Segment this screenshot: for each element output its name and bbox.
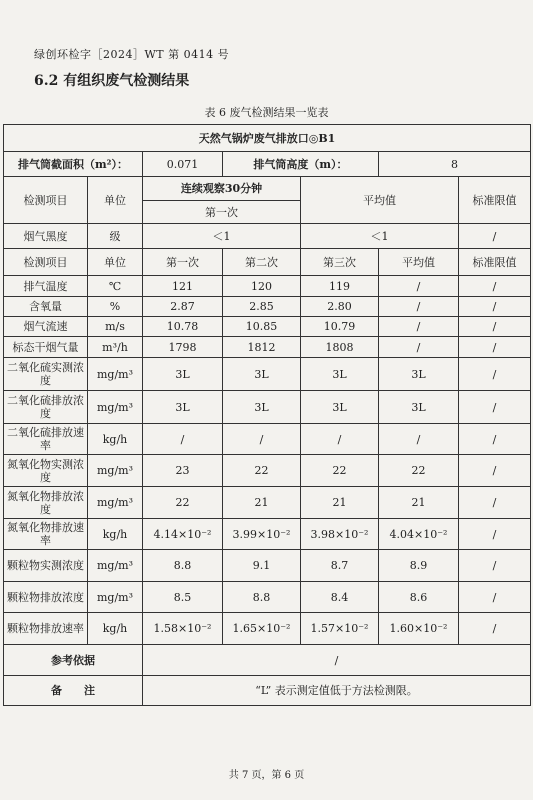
row-third: 119 — [301, 276, 379, 297]
table-row — [4, 455, 531, 487]
row-second: 2.85 — [223, 297, 301, 317]
row-unit: kg/h — [88, 519, 143, 550]
row-second: 22 — [223, 455, 301, 487]
reference-label: 参考依据 — [4, 645, 143, 676]
row-first: 4.14×10⁻² — [143, 519, 223, 550]
row-item: 颗粒物排放浓度 — [4, 582, 88, 613]
header-limit: 标准限值 — [459, 177, 531, 224]
table-row — [4, 358, 531, 391]
row-average: / — [379, 337, 459, 358]
smoke-item: 烟气黑度 — [4, 224, 88, 249]
row-unit: ℃ — [88, 276, 143, 297]
header2-limit: 标准限值 — [459, 249, 531, 276]
reference-value: / — [143, 645, 531, 676]
table-row — [4, 337, 531, 358]
header-first: 第一次 — [143, 201, 301, 224]
reference-row — [4, 645, 531, 676]
page-footer: 共 7 页，第 6 页 — [228, 770, 305, 781]
row-item: 含氧量 — [4, 297, 88, 317]
row-second: 9.1 — [223, 550, 301, 582]
row-item: 烟气流速 — [4, 317, 88, 337]
row-limit: / — [459, 582, 531, 613]
meta-row — [4, 152, 531, 177]
row-limit: / — [459, 424, 531, 455]
row-second: / — [223, 424, 301, 455]
row-average: 3L — [379, 358, 459, 391]
smoke-row — [4, 224, 531, 249]
row-third: 8.7 — [301, 550, 379, 582]
header-unit: 单位 — [88, 177, 143, 224]
table-row — [4, 391, 531, 424]
report-number: 绿创环检字［2024］WT 第 0414 号 — [34, 48, 230, 61]
row-limit: / — [459, 337, 531, 358]
row-limit: / — [459, 613, 531, 645]
row-unit: mg/m³ — [88, 487, 143, 519]
header2-unit: 单位 — [88, 249, 143, 276]
row-limit: / — [459, 391, 531, 424]
row-third: 1808 — [301, 337, 379, 358]
row-unit: mg/m³ — [88, 455, 143, 487]
row-third: 3L — [301, 358, 379, 391]
row-average: / — [379, 297, 459, 317]
table-row — [4, 424, 531, 455]
smoke-unit: 级 — [88, 224, 143, 249]
remark-label: 备 注 — [4, 676, 143, 706]
smoke-limit: / — [459, 224, 531, 249]
header2-average: 平均值 — [379, 249, 459, 276]
row-third: / — [301, 424, 379, 455]
height-value: 8 — [379, 152, 531, 177]
row-item: 颗粒物实测浓度 — [4, 550, 88, 582]
area-label: 排气筒截面积（m²）： — [4, 152, 143, 177]
results-table-container — [3, 124, 530, 706]
table-row — [4, 487, 531, 519]
row-limit: / — [459, 317, 531, 337]
row-item: 二氧化硫排放速率 — [4, 424, 88, 455]
header-continuous: 连续观察30分钟 — [143, 177, 301, 201]
row-second: 10.85 — [223, 317, 301, 337]
row-item: 二氧化硫实测浓度 — [4, 358, 88, 391]
row-first: 10.78 — [143, 317, 223, 337]
header-row-2 — [4, 249, 531, 276]
row-unit: mg/m³ — [88, 391, 143, 424]
row-second: 3.99×10⁻² — [223, 519, 301, 550]
row-third: 21 — [301, 487, 379, 519]
row-average: 22 — [379, 455, 459, 487]
row-limit: / — [459, 297, 531, 317]
header2-item: 检测项目 — [4, 249, 88, 276]
row-second: 8.8 — [223, 582, 301, 613]
table-row — [4, 519, 531, 550]
row-first: 1.58×10⁻² — [143, 613, 223, 645]
section-title: 6.2 有组织废气检测结果 — [34, 73, 190, 89]
row-limit: / — [459, 358, 531, 391]
header2-third: 第三次 — [301, 249, 379, 276]
row-third: 2.80 — [301, 297, 379, 317]
row-average: 4.04×10⁻² — [379, 519, 459, 550]
row-average: 8.6 — [379, 582, 459, 613]
table-row — [4, 550, 531, 582]
table-row — [4, 317, 531, 337]
row-first: 121 — [143, 276, 223, 297]
row-unit: m/s — [88, 317, 143, 337]
row-unit: kg/h — [88, 613, 143, 645]
header-item: 检测项目 — [4, 177, 88, 224]
row-third: 8.4 — [301, 582, 379, 613]
row-average: 3L — [379, 391, 459, 424]
table-row — [4, 582, 531, 613]
height-label: 排气筒高度（m）： — [223, 152, 379, 177]
outlet-title: 天然气锅炉废气排放口◎B1 — [4, 125, 531, 152]
row-limit: / — [459, 519, 531, 550]
row-average: 21 — [379, 487, 459, 519]
row-first: / — [143, 424, 223, 455]
row-item: 排气温度 — [4, 276, 88, 297]
row-second: 3L — [223, 391, 301, 424]
row-third: 22 — [301, 455, 379, 487]
row-second: 120 — [223, 276, 301, 297]
header-average: 平均值 — [301, 177, 459, 224]
row-unit: m³/h — [88, 337, 143, 358]
table-row — [4, 297, 531, 317]
smoke-average: ＜1 — [301, 224, 459, 249]
row-first: 8.8 — [143, 550, 223, 582]
row-item: 二氧化硫排放浓度 — [4, 391, 88, 424]
row-third: 1.57×10⁻² — [301, 613, 379, 645]
table-caption: 表 6 废气检测结果一览表 — [204, 106, 329, 119]
row-unit: mg/m³ — [88, 550, 143, 582]
row-first: 23 — [143, 455, 223, 487]
row-average: / — [379, 424, 459, 455]
remark-row — [4, 676, 531, 706]
row-first: 3L — [143, 391, 223, 424]
row-unit: mg/m³ — [88, 582, 143, 613]
row-item: 颗粒物排放速率 — [4, 613, 88, 645]
remark-value: “L” 表示测定值低于方法检测限。 — [143, 676, 531, 706]
row-second: 1812 — [223, 337, 301, 358]
outlet-title-row — [4, 125, 531, 152]
row-unit: kg/h — [88, 424, 143, 455]
header-row-1a — [4, 177, 531, 201]
row-third: 3.98×10⁻² — [301, 519, 379, 550]
row-limit: / — [459, 487, 531, 519]
row-first: 22 — [143, 487, 223, 519]
row-item: 标态干烟气量 — [4, 337, 88, 358]
header2-second: 第二次 — [223, 249, 301, 276]
row-limit: / — [459, 276, 531, 297]
row-average: / — [379, 317, 459, 337]
row-unit: mg/m³ — [88, 358, 143, 391]
row-average: 1.60×10⁻² — [379, 613, 459, 645]
row-limit: / — [459, 550, 531, 582]
header2-first: 第一次 — [143, 249, 223, 276]
row-first: 2.87 — [143, 297, 223, 317]
results-table — [3, 124, 531, 706]
row-second: 1.65×10⁻² — [223, 613, 301, 645]
table-row — [4, 613, 531, 645]
table-row — [4, 276, 531, 297]
row-second: 3L — [223, 358, 301, 391]
row-first: 3L — [143, 358, 223, 391]
row-average: 8.9 — [379, 550, 459, 582]
row-limit: / — [459, 455, 531, 487]
row-third: 3L — [301, 391, 379, 424]
row-item: 氮氧化物排放速率 — [4, 519, 88, 550]
row-first: 8.5 — [143, 582, 223, 613]
row-third: 10.79 — [301, 317, 379, 337]
smoke-first: ＜1 — [143, 224, 301, 249]
area-value: 0.071 — [143, 152, 223, 177]
row-item: 氮氧化物实测浓度 — [4, 455, 88, 487]
row-second: 21 — [223, 487, 301, 519]
row-first: 1798 — [143, 337, 223, 358]
row-average: / — [379, 276, 459, 297]
row-item: 氮氧化物排放浓度 — [4, 487, 88, 519]
row-unit: % — [88, 297, 143, 317]
